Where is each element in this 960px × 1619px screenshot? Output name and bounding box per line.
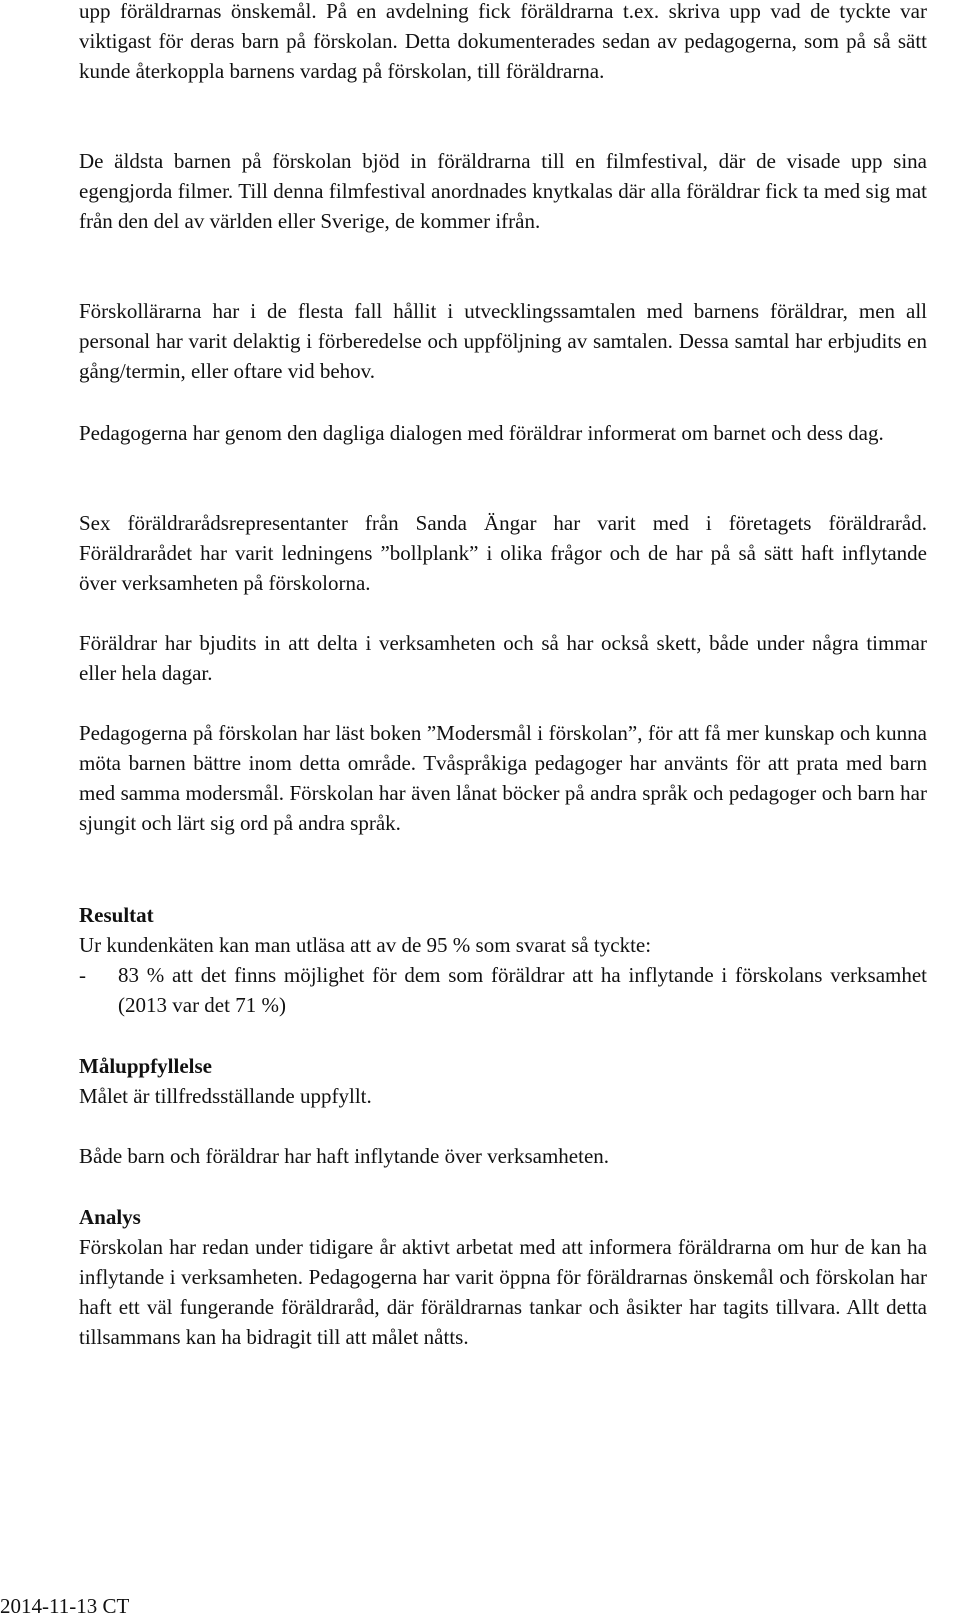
heading-analys: Analys	[79, 1205, 141, 1229]
paragraph-daily-dialogue: Pedagogerna har genom den dagliga dialogen med föräldrar informerat om barnet och dess dag.	[79, 421, 884, 445]
footer-date: 2014-11-13 CT	[0, 1594, 130, 1618]
paragraph-mother-tongue: Pedagogerna på förskolan har läst boken ”Modersmål i förskolan”, för att få mer kunskap och kunna möta barnen bättre inom detta område. Tvåspråkiga pedagoger har använts för att prata med barn med samma modersmål. Förskolan har även lånat böcker på andra språk och pedagoger och barn har sjungit och lärt sig ord på andra språk.	[79, 721, 927, 835]
maluppfyllelse-text-2: Både barn och föräldrar har haft inflytande över verksamheten.	[79, 1144, 610, 1168]
heading-resultat: Resultat	[79, 903, 154, 927]
paragraph-film-festival: De äldsta barnen på förskolan bjöd in föräldrarna till en filmfestival, där de visade upp sina egengjorda filmer. Till denna filmfestival anordnades knytkalas där alla föräldrar fick ta med sig mat från den del av världen eller Sverige, de kommer ifrån.	[79, 149, 927, 233]
list-item-text: 83 % att det finns möjlighet för dem som föräldrar att ha inflytande i förskolans verksamhet (2013 var det 71 %)	[118, 963, 927, 1017]
resultat-intro: Ur kundenkäten kan man utläsa att av de 95 % som svarat så tyckte:	[79, 933, 652, 957]
section-resultat	[79, 900, 927, 1020]
paragraph-parents-invited: Föräldrar har bjudits in att delta i verksamheten och så har också skett, både under några timmar eller hela dagar.	[79, 631, 927, 685]
heading-maluppfyllelse: Måluppfyllelse	[79, 1054, 213, 1078]
section-maluppfyllelse	[79, 1051, 927, 1171]
paragraph-parent-wishes: upp föräldrarnas önskemål. På en avdelning fick föräldrarna t.ex. skriva upp vad de tyckte var viktigast för deras barn på förskolan. Detta dokumenterades sedan av pedagogerna, som på så sätt kunde återkoppla barnens vardag på förskolan, till föräldrarna.	[79, 0, 927, 83]
paragraph-development-talks: Förskollärarna har i de flesta fall hållit i utvecklingssamtalen med barnens föräldrar, men all personal har varit delaktig i förberedelse och uppföljning av samtalen. Dessa samtal har erbjudits en gång/termin, eller oftare vid behov.	[79, 299, 927, 383]
list-item	[79, 960, 927, 1020]
maluppfyllelse-text-1: Målet är tillfredsställande uppfyllt.	[79, 1084, 372, 1108]
section-analys	[79, 1202, 927, 1352]
analys-text: Förskolan har redan under tidigare år aktivt arbetat med att informera föräldrarna om hur de kan ha inflytande i verksamheten. Pedagogerna har varit öppna för föräldrarnas önskemål och förskolan har haft ett väl fungerande föräldraråd, där föräldrarnas tankar och åsikter har tagits tillvara. Allt detta tillsammans kan ha bidragit till att målet nåtts.	[79, 1235, 927, 1349]
list-dash: -	[79, 963, 86, 987]
paragraph-parent-council: Sex föräldrarådsrepresentanter från Sanda Ängar har varit med i företagets föräldraråd. Föräldrarådet har varit ledningens ”bollplank” i olika frågor och de har på så sätt haft inflytande över verksamheten på förskolorna.	[79, 511, 927, 595]
